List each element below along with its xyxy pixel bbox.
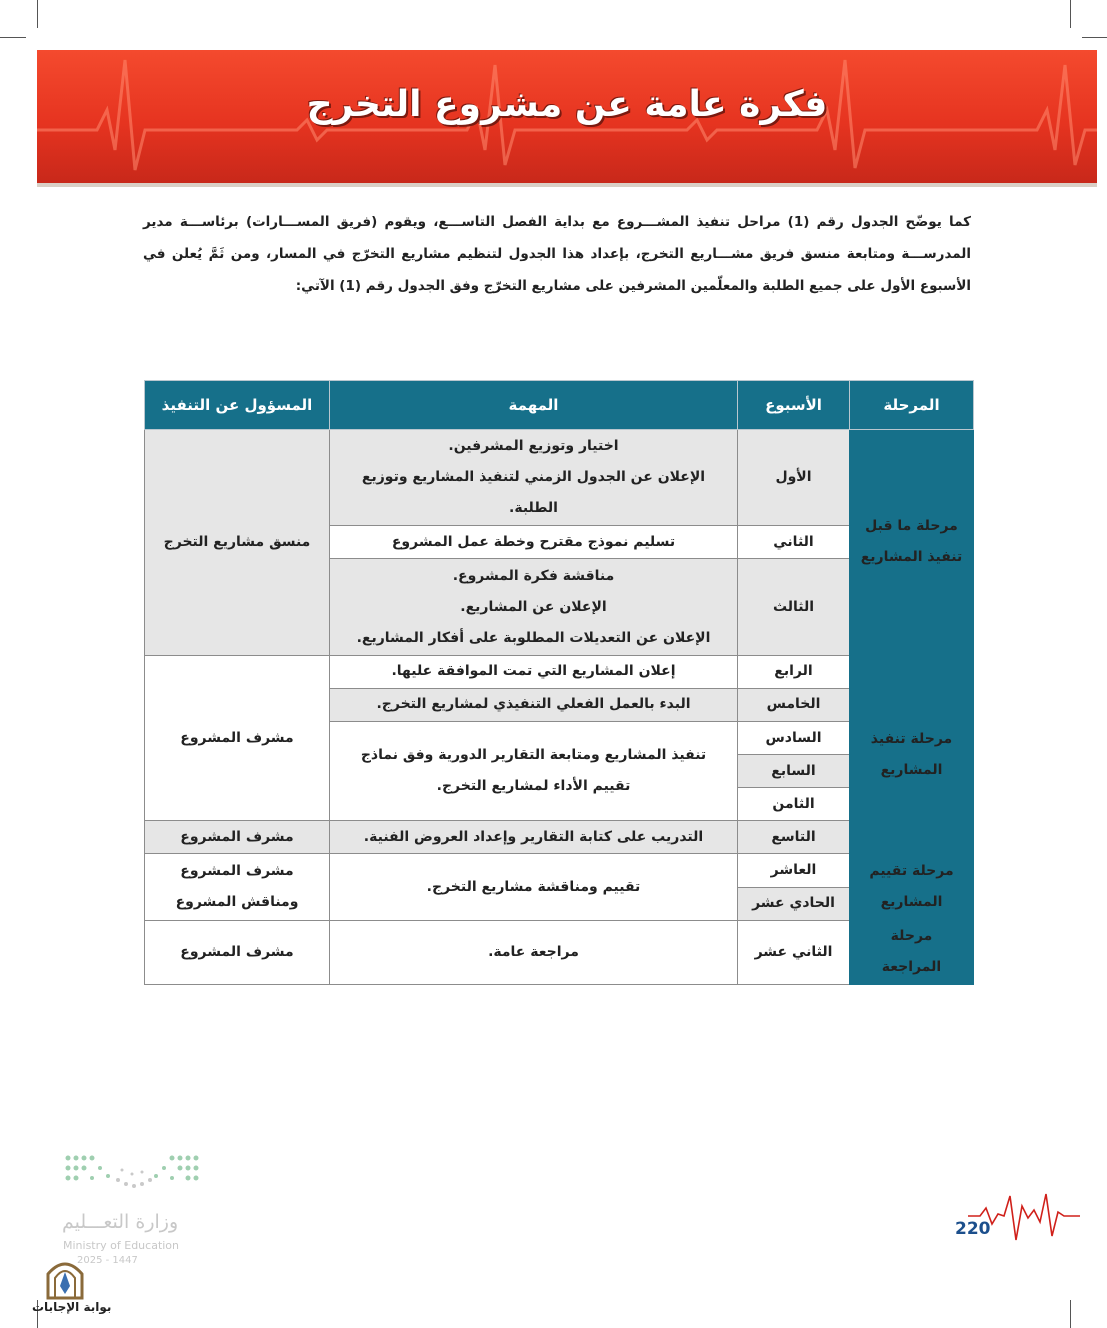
task-cell: مراجعة عامة. (330, 920, 738, 984)
week-cell: الحادي عشر (738, 887, 850, 920)
crop-mark (1070, 1300, 1071, 1328)
week-cell: السادس (738, 722, 850, 755)
table-row (145, 430, 974, 526)
task-cell: إعلان المشاريع التي تمت الموافقة عليها. (330, 655, 738, 688)
week-cell: الثامن (738, 788, 850, 821)
header-stage: المرحلة (850, 381, 974, 430)
stage-cell: مرحلة تقييم المشاريع (850, 854, 974, 920)
week-cell: الرابع (738, 655, 850, 688)
task-cell: مناقشة فكرة المشروع. الإعلان عن المشاريع. الإعلان عن التعديلات المطلوبة على أفكار المشاريع. (330, 559, 738, 655)
crop-mark (1070, 0, 1071, 28)
task-cell: تنفيذ المشاريع ومتابعة التقارير الدورية وفق نماذج تقييم الأداء لمشاريع التخرج. (330, 722, 738, 821)
table-row (145, 920, 974, 984)
stage-cell: مرحلة ما قبل تنفيذ المشاريع (850, 430, 974, 656)
task-cell: تقييم ومناقشة مشاريع التخرج. (330, 854, 738, 920)
week-cell: العاشر (738, 854, 850, 887)
owner-cell: مشرف المشروع (145, 655, 330, 821)
task-cell: البدء بالعمل الفعلي التنفيذي لمشاريع التخرج. (330, 688, 738, 721)
crop-mark (0, 37, 26, 38)
table-row (145, 655, 974, 688)
header-task: المهمة (330, 381, 738, 430)
owner-cell: مشرف المشروع ومناقش المشروع (145, 854, 330, 920)
table-row (145, 821, 974, 854)
crop-mark (1082, 37, 1107, 38)
header-week: الأسبوع (738, 381, 850, 430)
gate-logo-icon (44, 1256, 86, 1300)
ministry-name-en: Ministry of Education (63, 1239, 180, 1252)
week-cell: التاسع (738, 821, 850, 854)
page-title: فكرة عامة عن مشروع التخرج (306, 84, 828, 125)
week-cell: الأول (738, 430, 850, 526)
task-cell: تسليم نموذج مقترح وخطة عمل المشروع (330, 526, 738, 559)
page-number: 220 (955, 1219, 991, 1239)
stage-cell: مرحلة المراجعة (850, 920, 974, 984)
week-cell: السابع (738, 755, 850, 788)
intro-paragraph: كما يوضّح الجدول رقم (1) مراحل تنفيذ المشـــروع مع بداية الفصل التاســـع، ويقوم (فريق المســـارات) برئاســـة مدير المدرســـة ومتابعة منسق فريق مشـــاريع التخرج، بإعداد هذا الجدول لتنظيم مشاريع التخرّج في المسار، ومن ثَمَّ يُعلن في الأسبوع الأول على جميع الطلبة والمعلّمين المشرفين على مشاريع التخرّج وفق الجدول رقم (1) الآتي: (143, 214, 972, 294)
project-stages-table (144, 380, 974, 985)
week-cell: الثاني عشر (738, 920, 850, 984)
crop-mark (37, 0, 38, 28)
gate-label: بوابة الإجابات (32, 1300, 112, 1314)
title-banner (37, 50, 1097, 187)
owner-cell: منسق مشاريع التخرج (145, 430, 330, 656)
week-cell: الثالث (738, 559, 850, 655)
week-cell: الثاني (738, 526, 850, 559)
ministry-years: 2025 - 1447 (77, 1255, 138, 1266)
table-row (145, 854, 974, 887)
table-header-row (145, 381, 974, 430)
ministry-name-ar: وزارة التعـــليم (62, 1211, 179, 1233)
ministry-logo-icon (62, 1150, 202, 1200)
task-cell: اختيار وتوزيع المشرفين. الإعلان عن الجدول الزمني لتنفيذ المشاريع وتوزيع الطلبة. (330, 430, 738, 526)
task-cell: التدريب على كتابة التقارير وإعداد العروض الفنية. (330, 821, 738, 854)
owner-cell: مشرف المشروع (145, 920, 330, 984)
week-cell: الخامس (738, 688, 850, 721)
stage-cell: مرحلة تنفيذ المشاريع (850, 655, 974, 854)
header-owner: المسؤول عن التنفيذ (145, 381, 330, 430)
owner-cell: مشرف المشروع (145, 821, 330, 854)
